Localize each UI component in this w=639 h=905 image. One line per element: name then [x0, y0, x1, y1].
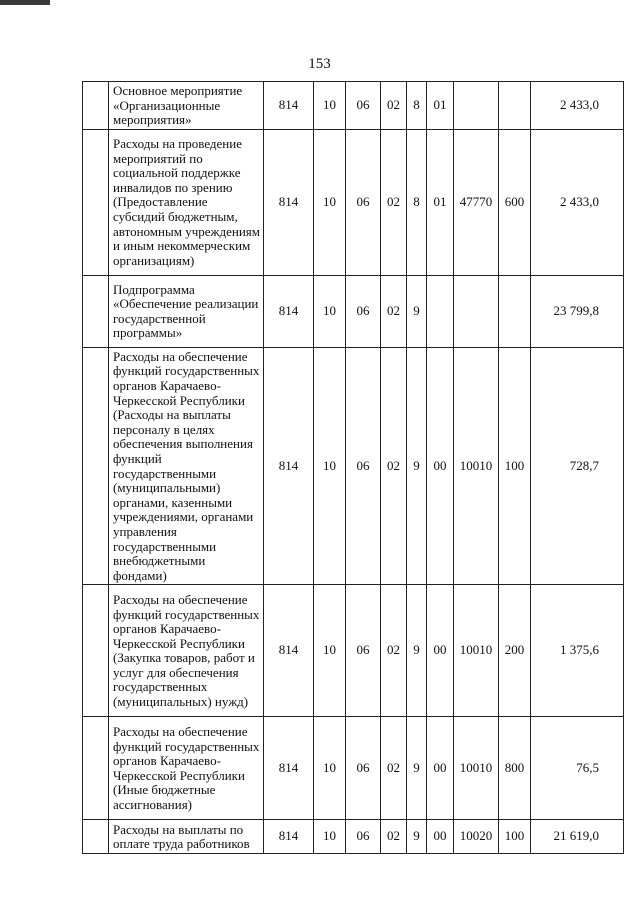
subprogram-code: 9 — [407, 820, 427, 854]
subprogram-code: 8 — [407, 82, 427, 130]
event-code: 00 — [427, 585, 454, 717]
event-code — [427, 275, 454, 347]
expense-name: Расходы на обеспечение функций государственных органов Карачаево-Черкесской Республики (Расходы на выплаты персоналу в целях обеспечения выполнения функций государственными (муниципальными) органами, казенными учреждениями, органами управления государственными внебюджетными фондами) — [109, 347, 264, 585]
expense-type-code: 100 — [499, 820, 531, 854]
ministry-code: 814 — [264, 129, 314, 275]
subsection-code: 06 — [346, 82, 381, 130]
amount: 1 375,6 — [531, 585, 624, 717]
subprogram-code: 8 — [407, 129, 427, 275]
direction-code — [454, 275, 499, 347]
amount: 728,7 — [531, 347, 624, 585]
event-code: 00 — [427, 820, 454, 854]
direction-code: 10010 — [454, 347, 499, 585]
row-marker-cell — [83, 820, 109, 854]
expense-type-code — [499, 275, 531, 347]
event-code: 01 — [427, 82, 454, 130]
ministry-code: 814 — [264, 82, 314, 130]
direction-code: 47770 — [454, 129, 499, 275]
expense-name: Расходы на обеспечение функций государственных органов Карачаево-Черкесской Республики (Иные бюджетные ассигнования) — [109, 717, 264, 820]
direction-code: 10010 — [454, 585, 499, 717]
expense-type-code: 200 — [499, 585, 531, 717]
expense-type-code: 600 — [499, 129, 531, 275]
amount: 21 619,0 — [531, 820, 624, 854]
program-code: 02 — [381, 717, 407, 820]
direction-code: 10010 — [454, 717, 499, 820]
table-row — [83, 82, 624, 130]
amount: 2 433,0 — [531, 82, 624, 130]
subsection-code: 06 — [346, 717, 381, 820]
amount: 2 433,0 — [531, 129, 624, 275]
scan-corner-mark — [0, 0, 50, 5]
expense-name: Подпрограмма «Обеспечение реализации государственной программы» — [109, 275, 264, 347]
table-row — [83, 129, 624, 275]
amount: 23 799,8 — [531, 275, 624, 347]
subprogram-code: 9 — [407, 275, 427, 347]
program-code: 02 — [381, 585, 407, 717]
table-row — [83, 275, 624, 347]
expense-name: Расходы на обеспечение функций государственных органов Карачаево-Черкесской Республики (Закупка товаров, работ и услуг для обеспечения государственных (муниципальных) нужд) — [109, 585, 264, 717]
subprogram-code: 9 — [407, 717, 427, 820]
ministry-code: 814 — [264, 275, 314, 347]
section-code: 10 — [314, 585, 346, 717]
event-code: 00 — [427, 717, 454, 820]
direction-code — [454, 82, 499, 130]
expense-name: Расходы на выплаты по оплате труда работников — [109, 820, 264, 854]
expense-name: Расходы на проведение мероприятий по социальной поддержке инвалидов по зрению (Предоставление субсидий бюджетным, автономным учреждениям и иным некоммерческим организациям) — [109, 129, 264, 275]
subsection-code: 06 — [346, 347, 381, 585]
section-code: 10 — [314, 820, 346, 854]
direction-code: 10020 — [454, 820, 499, 854]
program-code: 02 — [381, 347, 407, 585]
row-marker-cell — [83, 585, 109, 717]
event-code: 00 — [427, 347, 454, 585]
table-row — [83, 585, 624, 717]
table-row — [83, 820, 624, 854]
budget-table — [82, 81, 624, 854]
program-code: 02 — [381, 275, 407, 347]
section-code: 10 — [314, 275, 346, 347]
ministry-code: 814 — [264, 347, 314, 585]
section-code: 10 — [314, 129, 346, 275]
row-marker-cell — [83, 82, 109, 130]
row-marker-cell — [83, 275, 109, 347]
section-code: 10 — [314, 82, 346, 130]
program-code: 02 — [381, 820, 407, 854]
row-marker-cell — [83, 129, 109, 275]
table-row — [83, 347, 624, 585]
ministry-code: 814 — [264, 585, 314, 717]
event-code: 01 — [427, 129, 454, 275]
row-marker-cell — [83, 717, 109, 820]
expense-type-code: 800 — [499, 717, 531, 820]
subsection-code: 06 — [346, 275, 381, 347]
subsection-code: 06 — [346, 820, 381, 854]
ministry-code: 814 — [264, 717, 314, 820]
ministry-code: 814 — [264, 820, 314, 854]
subprogram-code: 9 — [407, 585, 427, 717]
expense-type-code — [499, 82, 531, 130]
program-code: 02 — [381, 129, 407, 275]
subprogram-code: 9 — [407, 347, 427, 585]
expense-type-code: 100 — [499, 347, 531, 585]
subsection-code: 06 — [346, 129, 381, 275]
row-marker-cell — [83, 347, 109, 585]
subsection-code: 06 — [346, 585, 381, 717]
page-number: 153 — [308, 56, 331, 72]
amount: 76,5 — [531, 717, 624, 820]
table-row — [83, 717, 624, 820]
section-code: 10 — [314, 347, 346, 585]
program-code: 02 — [381, 82, 407, 130]
expense-name: Основное мероприятие «Организационные мероприятия» — [109, 82, 264, 130]
section-code: 10 — [314, 717, 346, 820]
